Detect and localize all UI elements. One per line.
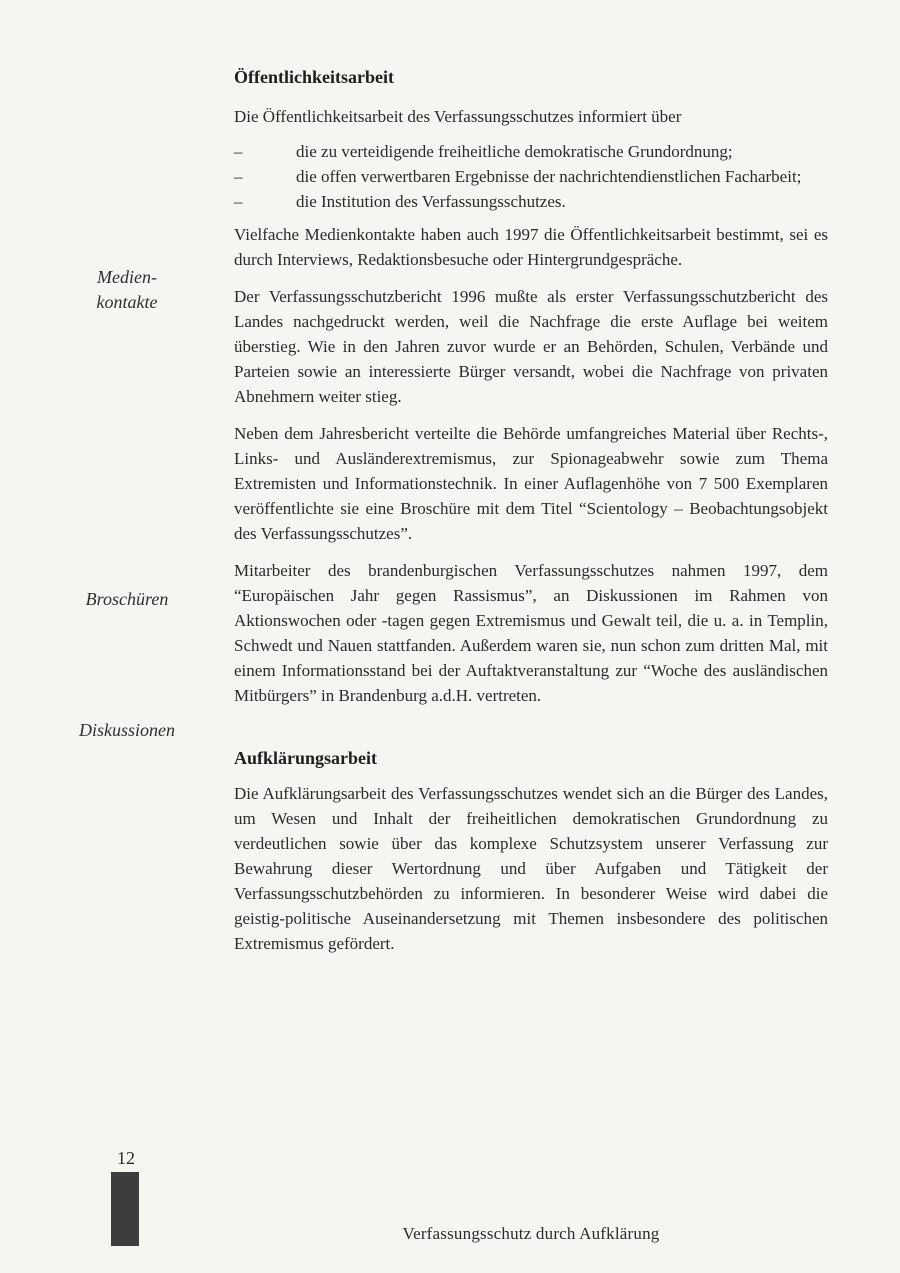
dash-list [234,139,828,214]
paragraph-diskussionen: Mitarbeiter des brandenburgischen Verfassungsschutzes nahmen 1997, dem “Europäischen Jahr gegen Rassismus”, an Diskussionen im Rahmen von Aktionswochen oder -tagen gegen Extremismus und Gewalt teil, die u. a. in Templin, Schwedt und Nauen stattfanden. Außerdem waren sie, nun schon zum dritten Mal, mit einem Informationsstand bei der Auftaktveranstaltung zur “Woche des ausländischen Mitbürgers” in Brandenburg a.d.H. vertreten. [234,561,828,705]
margin-note-broschueren: Broschüren [85,589,169,609]
main-text [234,64,828,956]
paragraph-nachdruck: Der Verfassungsschutzbericht 1996 mußte als erster Verfassungsschutzbericht des Landes nachgedruckt werden, weil die Nachfrage die erste Auflage bei weitem überstieg. Wie in den Jahren zuvor wurde er an Behörden, Schulen, Verbände und Parteien sowie an interessierte Bürger versandt, wobei die Nachfrage von privaten Abnehmern weiter stieg. [234,287,828,406]
page-number: 12 [117,1148,135,1168]
section-oeffentlichkeitsarbeit [234,64,828,708]
margin-note-diskussionen: Diskussionen [79,720,175,740]
paragraph-aufklaerung: Die Aufklärungsarbeit des Verfassungsschutzes wendet sich an die Bürger des Landes, um Wesen und Inhalt der freiheitlichen demokratischen Grundordnung zu verdeutlichen sowie über das komplexe Schutzsystem unserer Verfassung zur Bewahrung dieser Wertordnung und über Aufgaben und Tätigkeit der Verfassungsschutzbehörden zu informieren. In besonderer Weise wird dabei die geistig-politische Auseinandersetzung mit Themen insbesondere des politischen Extremismus gefördert. [234,784,828,953]
list-item: – die Institution des Verfassungsschutzes. [234,189,828,214]
page-marker-bar [111,1172,139,1246]
paragraph-medienkontakte: Vielfache Medienkontakte haben auch 1997 die Öffentlichkeitsarbeit bestimmt, sei es durch Interviews, Redaktionsbesuche oder Hintergrundgespräche. [234,225,828,269]
margin-note-medienkontakte [52,265,202,315]
section-heading: Öffentlichkeitsarbeit [234,67,394,87]
paragraph-broschueren: Neben dem Jahresbericht verteilte die Behörde umfangreiches Material über Rechts-, Links- und Ausländerextremismus, zur Spionageabwehr sowie zum Thema Extremisten und Informationstechnik. In einer Auflagenhöhe von 7 500 Exemplaren veröffentlichte sie eine Broschüre mit dem Titel “Scientology – Beobachtungsobjekt des Verfassungsschutzes”. [234,424,828,543]
margin-note-medienkontakte-line2: kontakte [96,292,158,312]
margin-note-medienkontakte-line1: Medien- [97,267,157,287]
list-item: – die zu verteidigende freiheitliche demokratische Grundordnung; [234,139,828,164]
intro-paragraph: Die Öffentlichkeitsarbeit des Verfassungsschutzes informiert über [234,107,682,126]
section-heading: Aufklärungsarbeit [234,748,378,768]
section-aufklaerungsarbeit [234,745,828,956]
list-item: – die offen verwertbaren Ergebnisse der nachrichtendienstlichen Facharbeit; [234,164,828,189]
running-footer: Verfassungsschutz durch Aufklärung [402,1224,660,1243]
